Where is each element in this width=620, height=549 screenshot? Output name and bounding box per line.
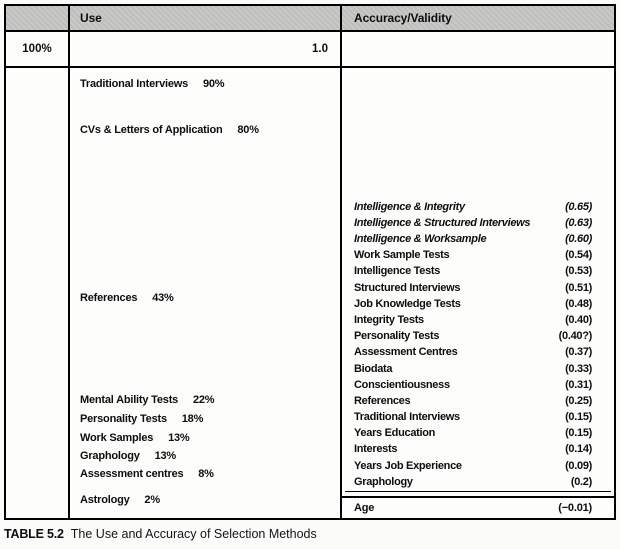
- use-method-row: [80, 291, 174, 305]
- accuracy-method-value: (0.65): [565, 200, 592, 213]
- accuracy-method-value: (0.33): [565, 362, 592, 375]
- age-row: [342, 496, 614, 518]
- percent-100-cell: [6, 32, 70, 66]
- use-method-value: 90%: [202, 77, 225, 90]
- accuracy-method-value: (0.48): [565, 297, 592, 310]
- accuracy-method-label: Years Job Experience: [354, 459, 462, 472]
- header-scale-cell: [6, 6, 70, 30]
- decimal-1-label: 1.0: [312, 42, 328, 55]
- accuracy-method-list: [342, 199, 614, 490]
- use-method-label: Graphology: [80, 449, 140, 462]
- percent-100-label: 100%: [22, 42, 52, 55]
- use-method-label: Mental Ability Tests: [80, 393, 179, 406]
- caption-title: The Use and Accuracy of Selection Methods: [70, 527, 317, 541]
- percent-tick: [6, 495, 68, 509]
- table-body-row: [6, 68, 614, 518]
- accuracy-method-row: [342, 344, 614, 360]
- accuracy-method-label: References: [354, 394, 411, 407]
- percent-scale-column: [6, 68, 70, 518]
- accuracy-method-value: (0.63): [565, 216, 592, 229]
- header-accuracy-cell: [342, 6, 614, 30]
- accuracy-method-label: Intelligence & Integrity: [354, 200, 465, 213]
- use-method-value: 22%: [192, 393, 215, 406]
- accuracy-column: [342, 68, 614, 518]
- use-method-row: [80, 467, 214, 481]
- accuracy-method-row: [342, 328, 614, 344]
- decimal-1-cell: [70, 32, 342, 66]
- use-method-row: [80, 493, 160, 507]
- percent-tick: [6, 77, 68, 91]
- use-column: [70, 68, 342, 518]
- accuracy-method-label: Graphology: [354, 475, 413, 488]
- accuracy-method-value: (0.51): [565, 281, 592, 294]
- accuracy-method-label: Biodata: [354, 362, 393, 375]
- use-method-value: 2%: [144, 493, 160, 506]
- accuracy-method-label: Job Knowledge Tests: [354, 297, 461, 310]
- accuracy-method-row: [342, 393, 614, 409]
- use-method-label: Astrology: [80, 493, 130, 506]
- accuracy-method-row: [342, 441, 614, 457]
- header-accuracy-label: Accuracy/Validity: [354, 10, 452, 25]
- accuracy-method-label: Integrity Tests: [354, 313, 424, 326]
- use-method-label: CVs & Letters of Application: [80, 123, 223, 136]
- accuracy-method-row: [342, 215, 614, 231]
- use-method-label: Assessment centres: [80, 467, 184, 480]
- graphology-underline-rule: [345, 491, 611, 492]
- use-method-label: References: [80, 291, 138, 304]
- accuracy-method-row: [342, 280, 614, 296]
- use-method-value: 18%: [181, 412, 204, 425]
- age-value: (−0.01): [558, 502, 592, 514]
- percent-tick: [6, 123, 68, 137]
- hundred-percent-row: [6, 32, 614, 68]
- header-use-label: Use: [80, 10, 102, 25]
- accuracy-method-row: [342, 458, 614, 474]
- accuracy-method-value: (0.09): [565, 459, 592, 472]
- accuracy-method-row: [342, 296, 614, 312]
- percent-tick: [6, 170, 68, 184]
- accuracy-method-label: Personality Tests: [354, 330, 440, 343]
- accuracy-method-label: Assessment Centres: [354, 346, 458, 359]
- accuracy-method-label: Structured Interviews: [354, 281, 461, 294]
- use-method-label: Traditional Interviews: [80, 77, 189, 90]
- use-method-label: Work Samples: [80, 431, 154, 444]
- accuracy-method-label: Intelligence & Worksample: [354, 233, 487, 245]
- accuracy-method-value: (0.25): [565, 394, 592, 407]
- accuracy-method-row: [342, 425, 614, 441]
- use-method-value: 13%: [168, 431, 190, 444]
- accuracy-method-row: [342, 231, 614, 247]
- use-method-row: [80, 431, 190, 445]
- use-method-row: [80, 77, 224, 91]
- table-header-row: [6, 6, 614, 32]
- accuracy-method-label: Years Education: [354, 427, 436, 440]
- accuracy-method-row: [342, 312, 614, 328]
- percent-tick: [6, 216, 68, 230]
- accuracy-empty-cell: [342, 32, 614, 66]
- use-method-row: [80, 449, 176, 463]
- percent-tick: [6, 263, 68, 277]
- accuracy-method-label: Work Sample Tests: [354, 249, 450, 262]
- use-method-value: 43%: [152, 291, 174, 304]
- accuracy-method-label: Intelligence Tests: [354, 265, 441, 278]
- accuracy-method-row: [342, 377, 614, 393]
- use-method-value: 8%: [198, 467, 214, 480]
- accuracy-method-label: Interests: [354, 443, 398, 456]
- accuracy-method-row: [342, 263, 614, 279]
- accuracy-method-value: (0.53): [565, 265, 592, 278]
- accuracy-method-value: (0.40): [565, 313, 592, 326]
- percent-tick: [6, 356, 68, 370]
- accuracy-method-row: [342, 474, 614, 490]
- accuracy-method-value: (0.15): [565, 411, 592, 424]
- accuracy-method-label: Intelligence & Structured Interviews: [354, 216, 531, 229]
- accuracy-method-row: [342, 247, 614, 263]
- use-method-row: [80, 123, 259, 137]
- caption-tag: TABLE 5.2: [4, 527, 64, 541]
- table-caption: [4, 527, 317, 541]
- accuracy-method-value: (0.2): [570, 475, 592, 488]
- accuracy-method-row: [342, 361, 614, 377]
- accuracy-method-row: [342, 199, 614, 215]
- header-use-cell: [70, 6, 342, 30]
- percent-tick: [6, 309, 68, 323]
- use-method-row: [80, 412, 203, 426]
- use-method-value: 13%: [154, 449, 177, 462]
- use-method-row: [80, 393, 214, 407]
- accuracy-method-value: (0.60): [565, 233, 592, 245]
- table: [4, 4, 616, 520]
- use-method-value: 80%: [237, 123, 259, 136]
- accuracy-method-label: Traditional Interviews: [354, 411, 460, 424]
- use-method-label: Personality Tests: [80, 412, 167, 425]
- percent-tick: [6, 449, 68, 463]
- accuracy-method-value: (0.15): [565, 427, 592, 440]
- age-label: Age: [354, 502, 375, 514]
- accuracy-method-value: (0.40?): [558, 330, 592, 343]
- accuracy-method-value: (0.37): [565, 346, 592, 359]
- accuracy-method-value: (0.54): [565, 249, 592, 262]
- accuracy-method-value: (0.31): [565, 378, 592, 391]
- accuracy-method-label: Conscientiousness: [354, 378, 450, 391]
- accuracy-method-row: [342, 409, 614, 425]
- percent-tick: [6, 402, 68, 416]
- accuracy-method-value: (0.14): [565, 443, 592, 456]
